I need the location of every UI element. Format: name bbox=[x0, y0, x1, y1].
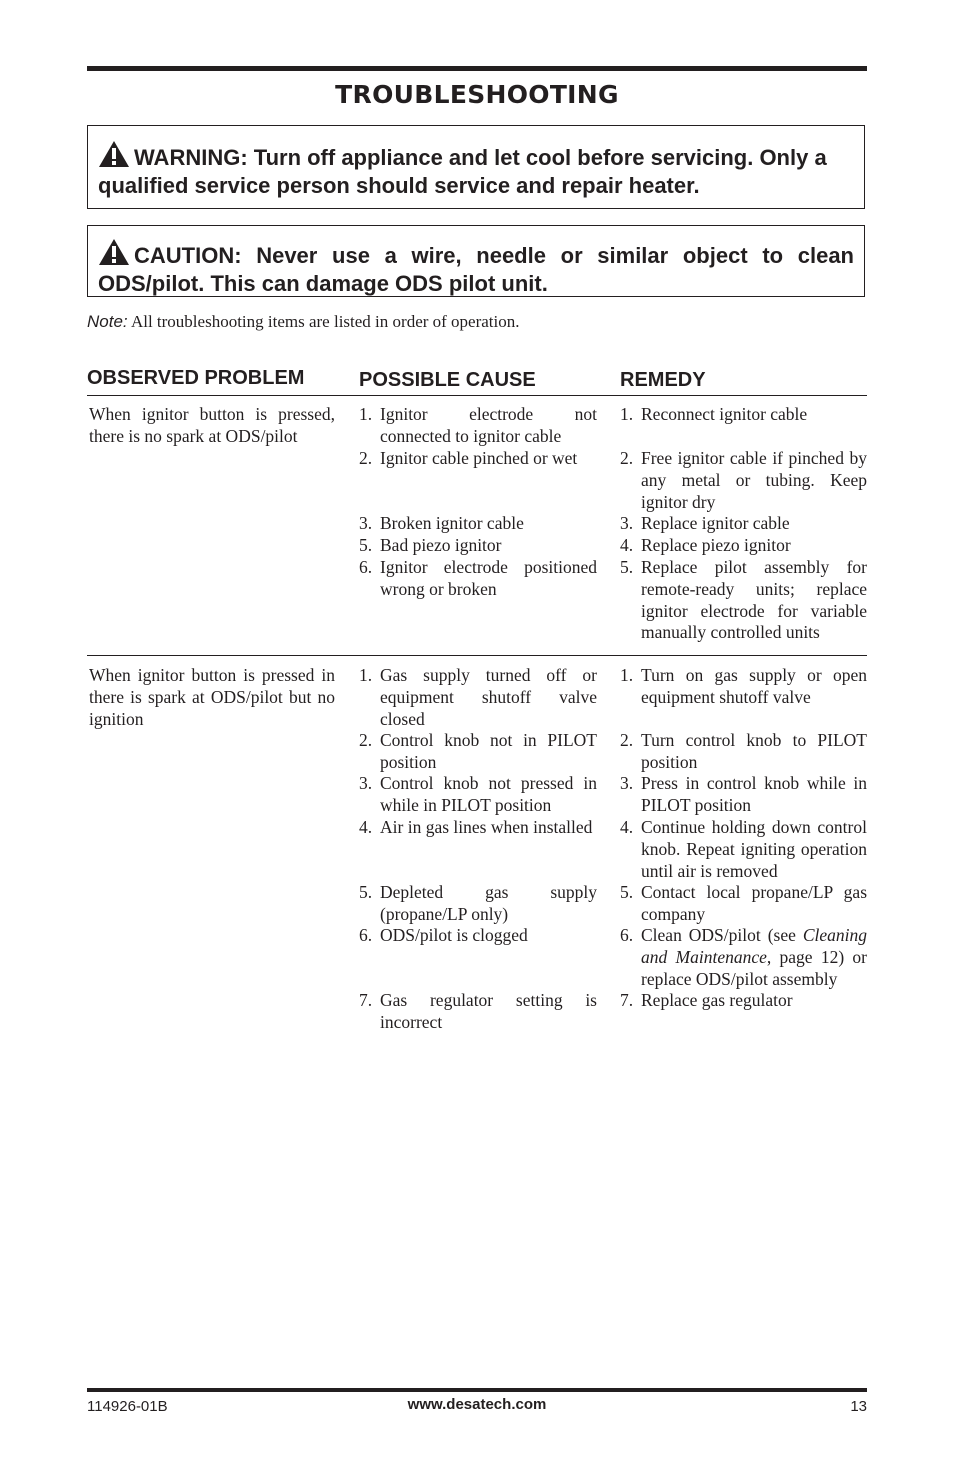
remedy-number: 4. bbox=[620, 817, 634, 837]
remedy-number: 7. bbox=[620, 990, 634, 1010]
remedy-text: Free ignitor cable if pinched by any metal or tubing. Keep ignitor dry bbox=[641, 448, 867, 512]
row1-problem: When ignitor button is pressed, there is no spark at ODS/pilot bbox=[89, 404, 335, 446]
remedy-number: 3. bbox=[620, 773, 634, 793]
remedy-number: 5. bbox=[620, 882, 634, 902]
cause-text: Ignitor electrode positioned wrong or broken bbox=[380, 557, 597, 599]
cause-number: 2. bbox=[359, 730, 373, 750]
cause-text: Control knob not pressed in while in PILOT position bbox=[380, 773, 597, 815]
note bbox=[87, 312, 520, 332]
row1-remedy-4 bbox=[620, 535, 867, 557]
cause-number: 6. bbox=[359, 925, 373, 945]
document-number: 114926-01B bbox=[87, 1398, 168, 1415]
row2-problem: When ignitor button is pressed in there is spark at ODS/pilot but no ignition bbox=[89, 665, 335, 729]
row2-cause-2 bbox=[359, 730, 597, 774]
page-title: TROUBLESHOOTING bbox=[335, 80, 619, 109]
row2-remedy-1 bbox=[620, 665, 867, 709]
cause-number: 5. bbox=[359, 535, 373, 555]
remedy-text: Turn on gas supply or open equipment shutoff valve bbox=[641, 665, 867, 707]
page-number: 13 bbox=[850, 1398, 867, 1415]
cause-number: 1. bbox=[359, 404, 373, 424]
cause-number: 1. bbox=[359, 665, 373, 685]
cause-number: 2. bbox=[359, 448, 373, 468]
row1-remedy-5 bbox=[620, 557, 867, 644]
remedy-number: 2. bbox=[620, 448, 634, 468]
caution-triangle-icon bbox=[98, 238, 130, 266]
row1-cause-3 bbox=[359, 513, 597, 535]
remedy-text-before: Clean ODS/pilot (see bbox=[641, 925, 803, 945]
row2-remedy-5 bbox=[620, 882, 867, 926]
remedy-number: 6. bbox=[620, 925, 634, 945]
row1-cause-1 bbox=[359, 404, 597, 448]
remedy-text: Replace piezo ignitor bbox=[641, 535, 791, 555]
row2-cause-7 bbox=[359, 990, 597, 1034]
remedy-text: Reconnect ignitor cable bbox=[641, 404, 808, 424]
remedy-number: 1. bbox=[620, 404, 634, 424]
cause-text: Gas supply turned off or equipment shutoff valve closed bbox=[380, 665, 597, 729]
note-label: Note: bbox=[87, 312, 128, 331]
cause-text: Gas regulator setting is incorrect bbox=[380, 990, 597, 1032]
row2-remedy-6 bbox=[620, 925, 867, 990]
remedy-text: Turn control knob to PILOT position bbox=[641, 730, 867, 772]
cause-text: Ignitor electrode not connected to ignitor cable bbox=[380, 404, 597, 446]
row1-cause-2 bbox=[359, 448, 597, 470]
remedy-number: 5. bbox=[620, 557, 634, 577]
row2-cause-3 bbox=[359, 773, 597, 817]
row1-cause-5 bbox=[359, 557, 597, 601]
cause-number: 6. bbox=[359, 557, 373, 577]
cause-number: 7. bbox=[359, 990, 373, 1010]
remedy-text-after: , page 12) or replace ODS/pilot assembly bbox=[641, 946, 867, 989]
cause-number: 3. bbox=[359, 773, 373, 793]
row2-cause-6 bbox=[359, 925, 597, 947]
row2-cause-4 bbox=[359, 817, 597, 839]
cause-text: ODS/pilot is clogged bbox=[380, 925, 528, 945]
cause-text: Ignitor cable pinched or wet bbox=[380, 448, 578, 468]
row2-cause-1 bbox=[359, 665, 597, 730]
remedy-text: Replace ignitor cable bbox=[641, 513, 790, 533]
remedy-text: Continue holding down control knob. Repeat igniting operation until air is removed bbox=[641, 817, 867, 881]
row-divider bbox=[87, 655, 867, 656]
row2-remedy-4 bbox=[620, 817, 867, 882]
row2-remedy-2 bbox=[620, 730, 867, 774]
row1-remedy-3 bbox=[620, 513, 867, 535]
remedy-text: Contact local propane/LP gas company bbox=[641, 882, 867, 924]
remedy-text: Press in control knob while in PILOT position bbox=[641, 773, 867, 815]
bottom-rule bbox=[87, 1388, 867, 1392]
caution-text: CAUTION: Never use a wire, needle or similar object to clean ODS/pilot. This can damage ODS pilot unit. bbox=[98, 243, 854, 296]
row2-remedy-3 bbox=[620, 773, 867, 817]
cause-number: 4. bbox=[359, 817, 373, 837]
cause-text: Control knob not in PILOT position bbox=[380, 730, 597, 772]
header-possible-cause: POSSIBLE CAUSE bbox=[359, 369, 536, 391]
remedy-number: 1. bbox=[620, 665, 634, 685]
remedy-number: 3. bbox=[620, 513, 634, 533]
remedy-number: 4. bbox=[620, 535, 634, 555]
cause-text: Bad piezo ignitor bbox=[380, 535, 502, 555]
caution-box bbox=[87, 225, 865, 297]
row2-cause-5 bbox=[359, 882, 597, 926]
header-remedy: REMEDY bbox=[620, 369, 706, 391]
website-link[interactable]: www.desatech.com bbox=[407, 1396, 547, 1413]
remedy-text: Replace pilot assembly for remote-ready units; replace ignitor electrode for variable manually controlled units bbox=[641, 557, 867, 643]
header-observed-problem: OBSERVED PROBLEM bbox=[87, 367, 305, 389]
warning-text: WARNING: Turn off appliance and let cool before servicing. Only a qualified service person should service and repair heater. bbox=[98, 145, 827, 198]
warning-triangle-icon bbox=[98, 140, 130, 168]
cause-text: Depleted gas supply (propane/LP only) bbox=[380, 882, 597, 924]
remedy-text bbox=[641, 925, 867, 990]
note-text: All troubleshooting items are listed in order of operation. bbox=[127, 312, 520, 331]
cause-number: 3. bbox=[359, 513, 373, 533]
remedy-number: 2. bbox=[620, 730, 634, 750]
cause-text: Air in gas lines when installed bbox=[380, 817, 593, 837]
header-rule bbox=[87, 395, 867, 396]
row2-remedy-7 bbox=[620, 990, 867, 1012]
remedy-text: Replace gas regulator bbox=[641, 990, 793, 1010]
row1-cause-4 bbox=[359, 535, 597, 557]
row1-remedy-1 bbox=[620, 404, 867, 426]
top-rule bbox=[87, 66, 867, 71]
cause-number: 5. bbox=[359, 882, 373, 902]
row1-remedy-2 bbox=[620, 448, 867, 513]
warning-box bbox=[87, 125, 865, 209]
cause-text: Broken ignitor cable bbox=[380, 513, 524, 533]
remedy-text-italic: Cleaning and Maintenance bbox=[641, 925, 867, 967]
